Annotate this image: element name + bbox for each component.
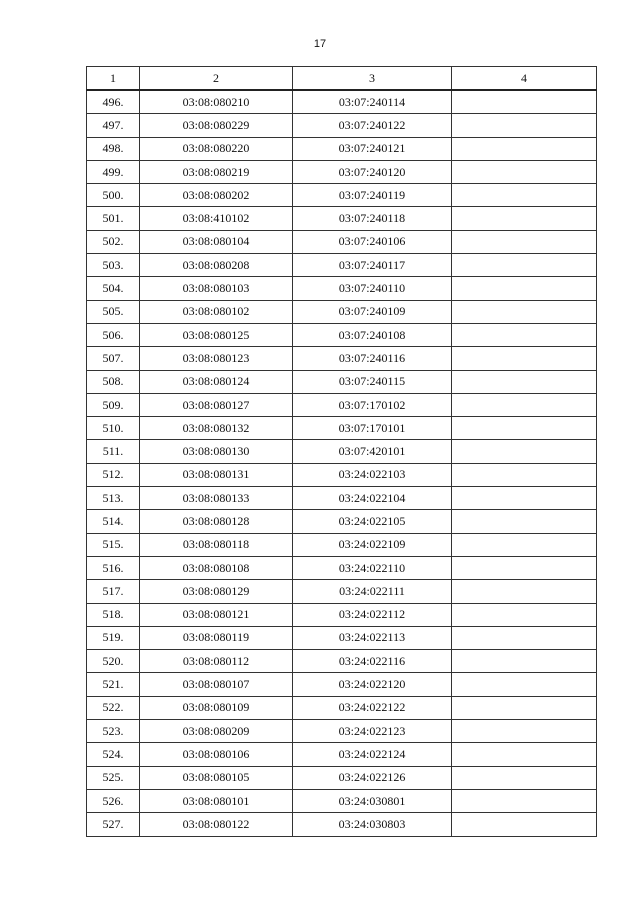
table-row	[87, 789, 597, 812]
empty-cell-column-4	[452, 114, 597, 137]
table-row	[87, 90, 597, 114]
empty-cell-column-4	[452, 160, 597, 183]
empty-cell-column-4	[452, 650, 597, 673]
empty-cell-column-4	[452, 393, 597, 416]
code-cell-column-3: 03:24:022124	[293, 743, 452, 766]
code-cell-column-2: 03:08:080219	[140, 160, 293, 183]
empty-cell-column-4	[452, 90, 597, 114]
row-number-cell: 514.	[87, 510, 140, 533]
table-row	[87, 160, 597, 183]
table-row	[87, 323, 597, 346]
empty-cell-column-4	[452, 533, 597, 556]
empty-cell-column-4	[452, 417, 597, 440]
table-row	[87, 277, 597, 300]
page-number: 17	[313, 38, 327, 50]
table-row	[87, 603, 597, 626]
code-cell-column-2: 03:08:080131	[140, 463, 293, 486]
code-cell-column-2: 03:08:410102	[140, 207, 293, 230]
table-row	[87, 347, 597, 370]
code-cell-column-2: 03:08:080209	[140, 720, 293, 743]
empty-cell-column-4	[452, 580, 597, 603]
empty-cell-column-4	[452, 603, 597, 626]
row-number-cell: 523.	[87, 720, 140, 743]
empty-cell-column-4	[452, 137, 597, 160]
code-cell-column-3: 03:07:240106	[293, 230, 452, 253]
empty-cell-column-4	[452, 370, 597, 393]
code-cell-column-3: 03:07:240109	[293, 300, 452, 323]
row-number-cell: 512.	[87, 463, 140, 486]
row-number-cell: 500.	[87, 184, 140, 207]
table-row	[87, 184, 597, 207]
row-number-cell: 526.	[87, 789, 140, 812]
code-cell-column-2: 03:08:080103	[140, 277, 293, 300]
empty-cell-column-4	[452, 254, 597, 277]
table-row	[87, 556, 597, 579]
code-cell-column-3: 03:07:240118	[293, 207, 452, 230]
code-cell-column-3: 03:24:022112	[293, 603, 452, 626]
code-cell-column-3: 03:24:022126	[293, 766, 452, 789]
code-cell-column-3: 03:07:420101	[293, 440, 452, 463]
row-number-cell: 509.	[87, 393, 140, 416]
row-number-cell: 502.	[87, 230, 140, 253]
empty-cell-column-4	[452, 626, 597, 649]
table-row	[87, 720, 597, 743]
row-number-cell: 524.	[87, 743, 140, 766]
code-cell-column-3: 03:07:240122	[293, 114, 452, 137]
table-row	[87, 417, 597, 440]
table-row	[87, 487, 597, 510]
empty-cell-column-4	[452, 277, 597, 300]
table-row	[87, 580, 597, 603]
row-number-cell: 508.	[87, 370, 140, 393]
code-cell-column-2: 03:08:080133	[140, 487, 293, 510]
data-table	[86, 66, 597, 837]
code-cell-column-3: 03:07:240120	[293, 160, 452, 183]
empty-cell-column-4	[452, 510, 597, 533]
table-row	[87, 440, 597, 463]
code-cell-column-3: 03:07:240114	[293, 90, 452, 114]
empty-cell-column-4	[452, 743, 597, 766]
row-number-cell: 499.	[87, 160, 140, 183]
row-number-cell: 505.	[87, 300, 140, 323]
empty-cell-column-4	[452, 323, 597, 346]
row-number-cell: 507.	[87, 347, 140, 370]
table-row	[87, 137, 597, 160]
table-row	[87, 393, 597, 416]
code-cell-column-2: 03:08:080132	[140, 417, 293, 440]
row-number-cell: 518.	[87, 603, 140, 626]
empty-cell-column-4	[452, 556, 597, 579]
code-cell-column-2: 03:08:080107	[140, 673, 293, 696]
code-cell-column-2: 03:08:080105	[140, 766, 293, 789]
code-cell-column-3: 03:24:022104	[293, 487, 452, 510]
empty-cell-column-4	[452, 300, 597, 323]
empty-cell-column-4	[452, 463, 597, 486]
code-cell-column-3: 03:07:240110	[293, 277, 452, 300]
row-number-cell: 511.	[87, 440, 140, 463]
table-header-row	[87, 67, 597, 91]
table-row	[87, 207, 597, 230]
code-cell-column-3: 03:24:022110	[293, 556, 452, 579]
table-row	[87, 650, 597, 673]
empty-cell-column-4	[452, 720, 597, 743]
row-number-cell: 520.	[87, 650, 140, 673]
table-row	[87, 300, 597, 323]
code-cell-column-2: 03:08:080106	[140, 743, 293, 766]
row-number-cell: 517.	[87, 580, 140, 603]
empty-cell-column-4	[452, 487, 597, 510]
table-row	[87, 230, 597, 253]
table-row	[87, 626, 597, 649]
code-cell-column-3: 03:07:170102	[293, 393, 452, 416]
code-cell-column-3: 03:07:170101	[293, 417, 452, 440]
code-cell-column-3: 03:24:022113	[293, 626, 452, 649]
row-number-cell: 503.	[87, 254, 140, 277]
empty-cell-column-4	[452, 184, 597, 207]
row-number-cell: 497.	[87, 114, 140, 137]
table-row	[87, 696, 597, 719]
empty-cell-column-4	[452, 440, 597, 463]
code-cell-column-2: 03:08:080123	[140, 347, 293, 370]
row-number-cell: 504.	[87, 277, 140, 300]
code-cell-column-2: 03:08:080127	[140, 393, 293, 416]
empty-cell-column-4	[452, 789, 597, 812]
code-cell-column-3: 03:07:240116	[293, 347, 452, 370]
empty-cell-column-4	[452, 813, 597, 836]
code-cell-column-3: 03:07:240119	[293, 184, 452, 207]
code-cell-column-2: 03:08:080102	[140, 300, 293, 323]
table-row	[87, 743, 597, 766]
code-cell-column-2: 03:08:080112	[140, 650, 293, 673]
code-cell-column-3: 03:24:022111	[293, 580, 452, 603]
row-number-cell: 525.	[87, 766, 140, 789]
table-row	[87, 463, 597, 486]
column-header-1: 1	[87, 67, 140, 91]
row-number-cell: 498.	[87, 137, 140, 160]
row-number-cell: 522.	[87, 696, 140, 719]
row-number-cell: 516.	[87, 556, 140, 579]
code-cell-column-2: 03:08:080210	[140, 90, 293, 114]
row-number-cell: 521.	[87, 673, 140, 696]
row-number-cell: 510.	[87, 417, 140, 440]
code-cell-column-3: 03:24:022122	[293, 696, 452, 719]
code-cell-column-2: 03:08:080208	[140, 254, 293, 277]
row-number-cell: 501.	[87, 207, 140, 230]
column-header-2: 2	[140, 67, 293, 91]
row-number-cell: 515.	[87, 533, 140, 556]
column-header-3: 3	[293, 67, 452, 91]
empty-cell-column-4	[452, 347, 597, 370]
code-cell-column-3: 03:24:030803	[293, 813, 452, 836]
code-cell-column-2: 03:08:080104	[140, 230, 293, 253]
column-header-4: 4	[452, 67, 597, 91]
code-cell-column-2: 03:08:080118	[140, 533, 293, 556]
table-row	[87, 673, 597, 696]
code-cell-column-3: 03:24:022116	[293, 650, 452, 673]
code-cell-column-2: 03:08:080109	[140, 696, 293, 719]
table-row	[87, 510, 597, 533]
row-number-cell: 513.	[87, 487, 140, 510]
code-cell-column-2: 03:08:080202	[140, 184, 293, 207]
code-cell-column-3: 03:07:240108	[293, 323, 452, 346]
code-cell-column-2: 03:08:080125	[140, 323, 293, 346]
row-number-cell: 519.	[87, 626, 140, 649]
empty-cell-column-4	[452, 673, 597, 696]
code-cell-column-3: 03:07:240117	[293, 254, 452, 277]
code-cell-column-2: 03:08:080229	[140, 114, 293, 137]
table-row	[87, 114, 597, 137]
code-cell-column-2: 03:08:080122	[140, 813, 293, 836]
table-row	[87, 254, 597, 277]
code-cell-column-3: 03:07:240121	[293, 137, 452, 160]
code-cell-column-2: 03:08:080121	[140, 603, 293, 626]
table-row	[87, 766, 597, 789]
code-cell-column-3: 03:24:022103	[293, 463, 452, 486]
code-cell-column-2: 03:08:080101	[140, 789, 293, 812]
code-cell-column-3: 03:24:030801	[293, 789, 452, 812]
row-number-cell: 527.	[87, 813, 140, 836]
table-body	[87, 90, 597, 836]
row-number-cell: 496.	[87, 90, 140, 114]
table-row	[87, 370, 597, 393]
code-cell-column-2: 03:08:080108	[140, 556, 293, 579]
table-row	[87, 813, 597, 836]
code-cell-column-2: 03:08:080124	[140, 370, 293, 393]
empty-cell-column-4	[452, 230, 597, 253]
code-cell-column-2: 03:08:080119	[140, 626, 293, 649]
code-cell-column-2: 03:08:080128	[140, 510, 293, 533]
code-cell-column-3: 03:24:022120	[293, 673, 452, 696]
empty-cell-column-4	[452, 207, 597, 230]
code-cell-column-3: 03:24:022109	[293, 533, 452, 556]
code-cell-column-3: 03:24:022123	[293, 720, 452, 743]
code-cell-column-2: 03:08:080220	[140, 137, 293, 160]
code-cell-column-3: 03:24:022105	[293, 510, 452, 533]
code-cell-column-2: 03:08:080129	[140, 580, 293, 603]
code-cell-column-3: 03:07:240115	[293, 370, 452, 393]
code-cell-column-2: 03:08:080130	[140, 440, 293, 463]
empty-cell-column-4	[452, 696, 597, 719]
row-number-cell: 506.	[87, 323, 140, 346]
empty-cell-column-4	[452, 766, 597, 789]
table-row	[87, 533, 597, 556]
